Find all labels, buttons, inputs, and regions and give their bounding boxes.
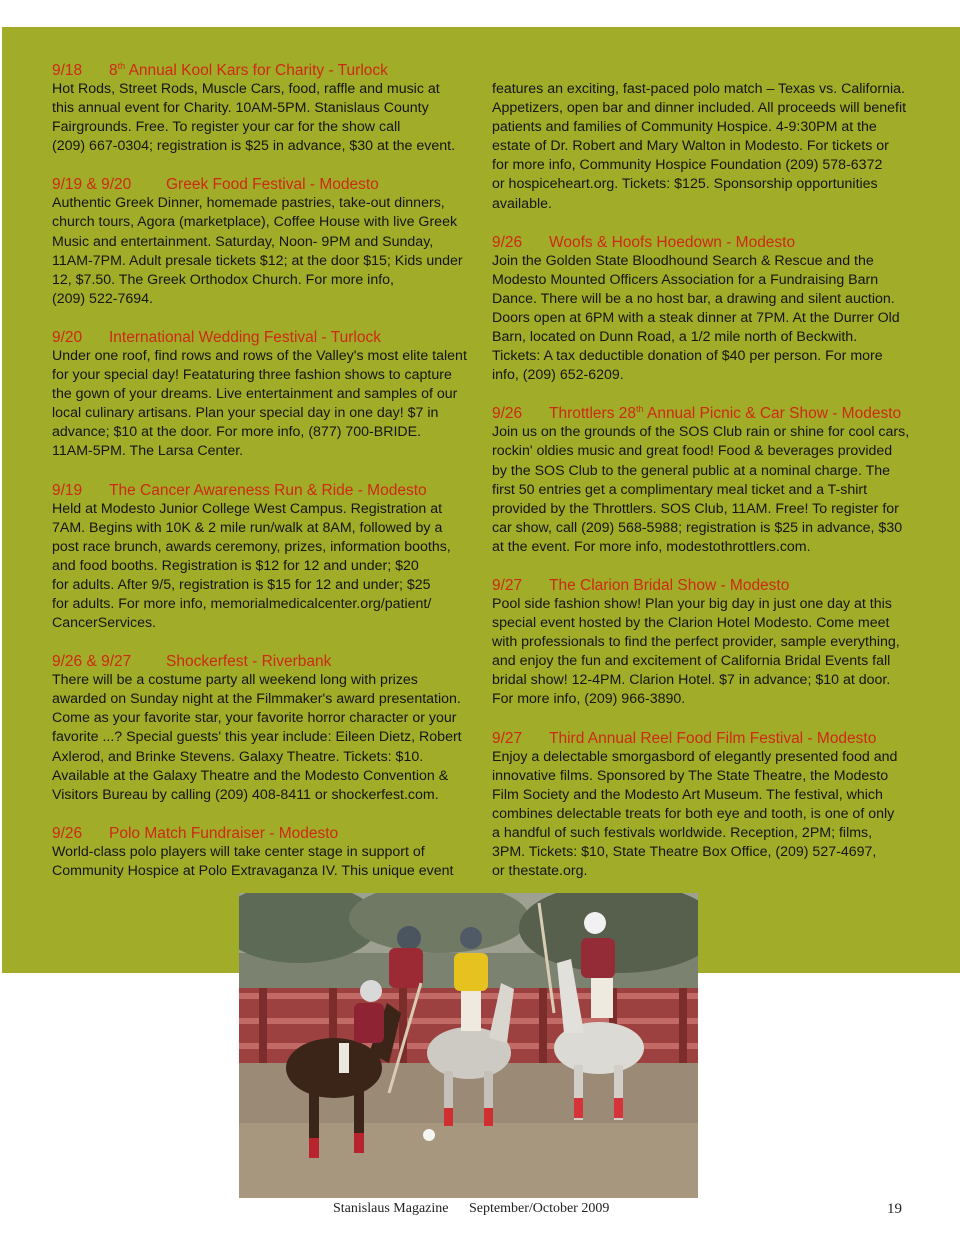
event-heading xyxy=(52,61,492,80)
event-description: Held at Modesto Junior College West Campus. Registration at 7AM. Begins with 10K & 2 mile run/walk at 8AM, followed by a post race brunch, awards ceremony, prizes, information booths, and food booths. Registration is $12 for 12 and under; $20 for adults. After 9/5, registration is $15 for 12 and under; $25 for adults. For more info, memorialmedicalcenter.org/patient/ CancerServices. xyxy=(52,500,451,632)
event-description: There will be a costume party all weekend long with prizes awarded on Sunday night at the Filmmaker's award presentation. Come as your favorite star, your favorite horror character or your favorite ...? Special guests' this year include: Eileen Dietz, Robert Axlerod, and Brinke Stevens. Galaxy Theatre. Tickets: $10. Available at the Galaxy Theatre and the Modesto Convention & Visitors Bureau by calling (209) 408-8411 or shockerfest.com. xyxy=(52,672,462,803)
event-title: Polo Match Fundraiser - Modesto xyxy=(109,824,339,842)
event-woofs-hoofs-hoedown xyxy=(492,233,922,386)
event-description: Enjoy a delectable smorgasbord of elegantly presented food and innovative films. Sponsored by The State Theatre, the Modesto Film Society and the Modesto Art Museum. The festival, which combines delectable treats for both eye and tooth, is one of only a handful of such festivals worldwide. Reception, 2PM; films, 3PM. Tickets: $10, State Theatre Box Office, (209) 527-4697, or thestate.org. xyxy=(492,748,898,880)
event-heading xyxy=(492,233,922,252)
event-title: Greek Food Festival - Modesto xyxy=(166,176,379,194)
event-title: Woofs & Hoofs Hoedown - Modesto xyxy=(549,233,796,251)
event-throttlers-picnic xyxy=(492,404,922,557)
event-heading xyxy=(52,824,492,843)
event-clarion-bridal-show xyxy=(492,576,922,710)
event-title: Throttlers 28th Annual Picnic & Car Show - Modesto xyxy=(549,404,902,423)
event-description: Pool side fashion show! Plan your big day in just one day at this special event hosted by the Clarion Hotel Modesto. Come meet with professionals to find the perfect provider, sample everything, and enjoy the fun and excitement of California Bridal Events fall bridal show! 12-4PM. Clarion Hotel. $7 in advance; $10 at door. For more info, (209) 966-3890. xyxy=(492,595,900,708)
event-date: 9/18 xyxy=(52,62,83,79)
event-heading xyxy=(52,175,492,194)
event-description: Join us on the grounds of the SOS Club rain or shine for cool cars, rockin' oldies music and great food! Food & beverages provided by the SOS Club to the general public at a nominal charge. The first 50 entries get a complimentary meal ticket and a T-shirt provided by the Throttlers. SOS Club, 11AM. Free! To register for car show, call (209) 568-5988; registration is $25 in advance, $30 at the event. For more info, modestothrottlers.com. xyxy=(492,424,910,555)
event-kool-kars xyxy=(52,61,492,156)
event-heading xyxy=(492,576,922,595)
event-date: 9/26 & 9/27 xyxy=(52,653,132,671)
right-column xyxy=(492,80,922,900)
magazine-name: Stanislaus Magazine xyxy=(333,1201,449,1216)
event-heading xyxy=(52,652,492,671)
event-date: 9/27 xyxy=(492,729,523,747)
event-date: 9/26 xyxy=(492,405,523,423)
event-date: 9/19 xyxy=(52,481,83,499)
event-date: 9/27 xyxy=(492,576,523,594)
event-description-continued: features an exciting, fast-paced polo match – Texas vs. California. Appetizers, open bar and dinner included. All proceeds will benefit patients and families of Community Hospice. 4-9:30PM at the estate of Dr. Robert and Mary Walton in Modesto. For tickets or for more info, Community Hospice Foundation (209) 578-6372 or hospiceheart.org. Tickets: $125. Sponsorship opportunities available. xyxy=(492,81,907,212)
event-description: Authentic Greek Dinner, homemade pastries, take-out dinners, church tours, Agora (marketplace), Coffee House with live Greek Music and entertainment. Saturday, Noon- 9PM and Sunday, 11AM-7PM. Adult presale tickets $12; at the door $15; Kids under 12, $7.50. The Greek Orthodox Church. For more info, (209) 522-7694. xyxy=(52,195,463,307)
event-international-wedding-festival xyxy=(52,328,492,462)
event-description: World-class polo players will take center stage in support of Community Hospice at Polo Extravaganza IV. This unique event xyxy=(52,843,454,879)
event-heading xyxy=(52,481,492,500)
event-date: 9/20 xyxy=(52,328,83,346)
event-title: The Clarion Bridal Show - Modesto xyxy=(549,576,790,594)
event-date: 9/26 xyxy=(52,824,83,842)
event-heading xyxy=(492,729,922,748)
event-shockerfest xyxy=(52,652,492,805)
event-description: Hot Rods, Street Rods, Muscle Cars, food, raffle and music at this annual event for Charity. 10AM-5PM. Stanislaus County Fairgrounds. Free. To register your car for the show call (209) 667-0304; registration is $25 in advance, $30 at the event. xyxy=(52,81,456,155)
page-footer xyxy=(0,1199,960,1223)
issue-date: September/October 2009 xyxy=(469,1201,610,1216)
polo-match-photo xyxy=(239,893,698,1198)
event-date: 9/26 xyxy=(492,233,523,251)
event-title: The Cancer Awareness Run & Ride - Modesto xyxy=(109,481,427,499)
event-polo-match-fundraiser xyxy=(52,824,492,881)
event-title: Third Annual Reel Food Film Festival - Modesto xyxy=(549,729,877,747)
left-column xyxy=(52,61,492,900)
event-title: International Wedding Festival - Turlock xyxy=(109,328,381,346)
event-title: Shockerfest - Riverbank xyxy=(166,653,332,671)
event-reel-food-film-festival xyxy=(492,729,922,882)
page-number: 19 xyxy=(887,1201,902,1217)
event-description: Under one roof, find rows and rows of the Valley's most elite talent for your special day! Feataturing three fashion shows to capture the gown of your dreams. Live entertainment and samples of our local culinary artisans. Plan your special day in one day! $7 in advance; $10 at the door. For more info, (877) 700-BRIDE. 11AM-5PM. The Larsa Center. xyxy=(52,347,467,460)
event-date: 9/19 & 9/20 xyxy=(52,176,132,194)
event-heading xyxy=(492,404,922,423)
event-cancer-awareness-run xyxy=(52,481,492,634)
event-description: Join the Golden State Bloodhound Search & Rescue and the Modesto Mounted Officers Association for a Fundraising Barn Dance. There will be a no host bar, a drawing and silent auction. Doors open at 6PM with a steak dinner at 7PM. At the Durrer Old Barn, located on Dunn Road, a 1/2 mile north of Beckwith. Tickets: A tax deductible donation of $40 per person. For more info, (209) 652-6209. xyxy=(492,252,900,384)
event-heading xyxy=(52,328,492,347)
event-greek-food-festival xyxy=(52,175,492,309)
event-polo-match-continuation xyxy=(492,80,922,214)
event-title: 8th Annual Kool Kars for Charity - Turlock xyxy=(109,60,388,79)
